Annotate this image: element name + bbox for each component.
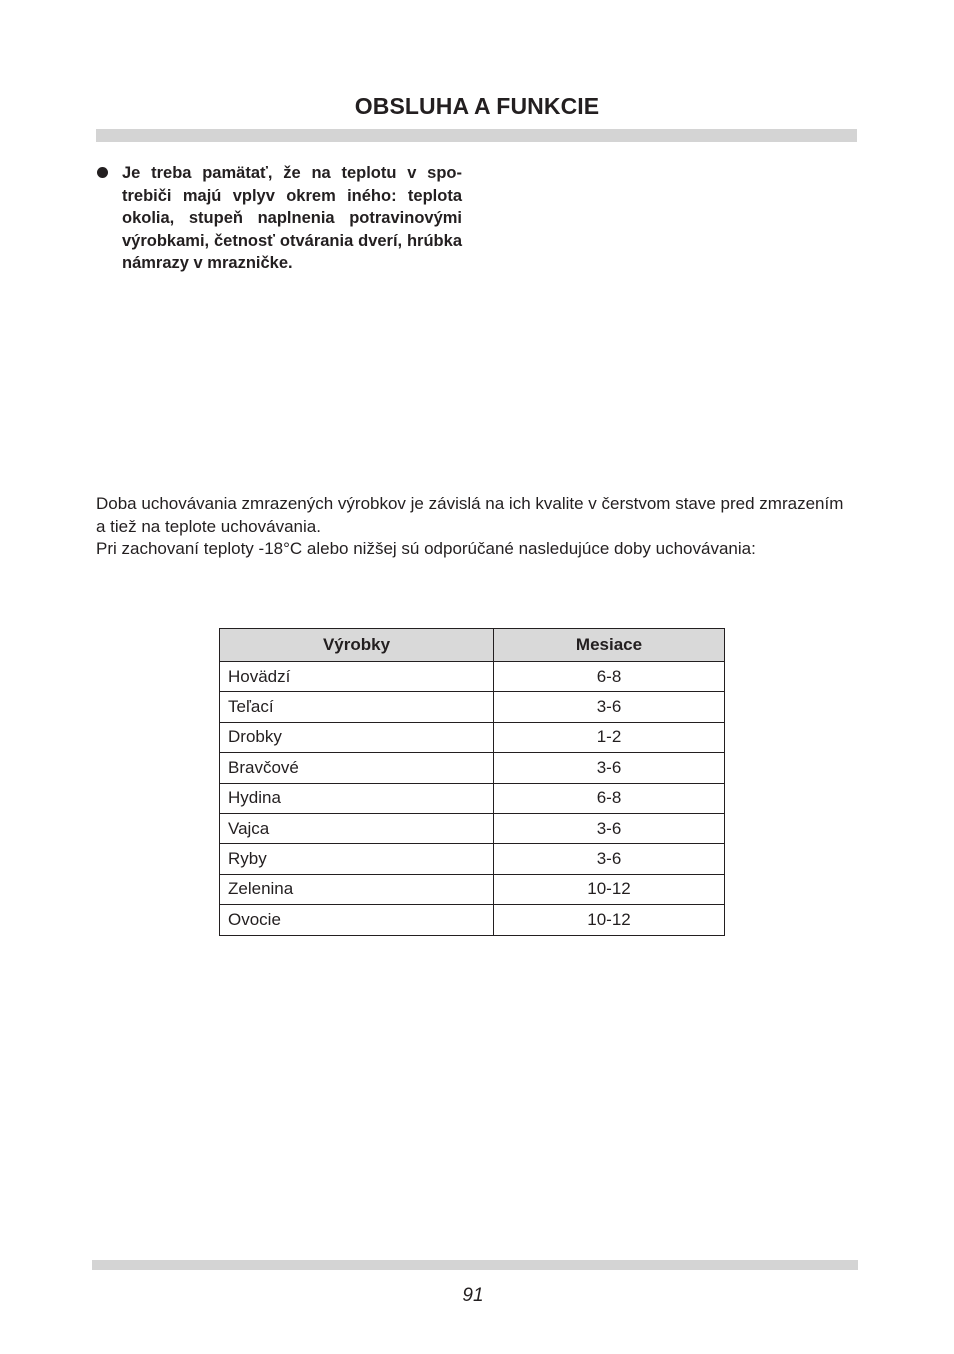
header-divider xyxy=(96,129,857,142)
months-cell: 3-6 xyxy=(494,844,725,874)
product-cell: Ovocie xyxy=(220,905,494,935)
product-cell: Hydina xyxy=(220,783,494,813)
footer-divider xyxy=(92,1260,858,1270)
table-row xyxy=(220,844,725,874)
months-cell: 10-12 xyxy=(494,874,725,904)
intro-paragraph-1: Doba uchovávania zmrazených výrobkov je závislá na ich kvalite v čerstvom stave pred zmrazením a tiež na teplote uchovávania. xyxy=(96,494,844,536)
bullet-note xyxy=(96,162,462,275)
months-cell: 1-2 xyxy=(494,722,725,752)
product-cell: Teľací xyxy=(220,692,494,722)
column-header-products: Výrobky xyxy=(220,629,494,662)
months-cell: 6-8 xyxy=(494,783,725,813)
page-title: OBSLUHA A FUNKCIE xyxy=(354,93,600,119)
product-cell: Vajca xyxy=(220,813,494,843)
table-header-row xyxy=(220,629,725,662)
months-cell: 3-6 xyxy=(494,753,725,783)
column-header-months: Mesiace xyxy=(494,629,725,662)
table-row xyxy=(220,813,725,843)
table-row xyxy=(220,662,725,692)
months-cell: 3-6 xyxy=(494,692,725,722)
months-cell: 10-12 xyxy=(494,905,725,935)
months-cell: 3-6 xyxy=(494,813,725,843)
page-number: 91 xyxy=(462,1285,484,1306)
table-row xyxy=(220,874,725,904)
product-cell: Zelenina xyxy=(220,874,494,904)
table-row xyxy=(220,722,725,752)
table-row xyxy=(220,753,725,783)
table-row xyxy=(220,692,725,722)
intro-paragraph-2: Pri zachovaní teploty -18°C alebo nižšej sú odporúčané nasledujúce doby uchovávania: xyxy=(96,539,756,558)
table-row xyxy=(220,905,725,935)
table-row xyxy=(220,783,725,813)
storage-table xyxy=(219,628,725,936)
months-cell: 6-8 xyxy=(494,662,725,692)
bullet-icon xyxy=(96,162,122,275)
product-cell: Drobky xyxy=(220,722,494,752)
bullet-note-text: Je treba pamätať, že na teplotu v spotrebiči majú vplyv okrem iného: teplota okolia, stupeň naplnenia potravinovými výrobkami, četnosť otvárania dverí, hrúbka námrazy v mrazničke. xyxy=(122,164,462,272)
intro-text xyxy=(96,493,856,561)
product-cell: Hovädzí xyxy=(220,662,494,692)
product-cell: Bravčové xyxy=(220,753,494,783)
product-cell: Ryby xyxy=(220,844,494,874)
